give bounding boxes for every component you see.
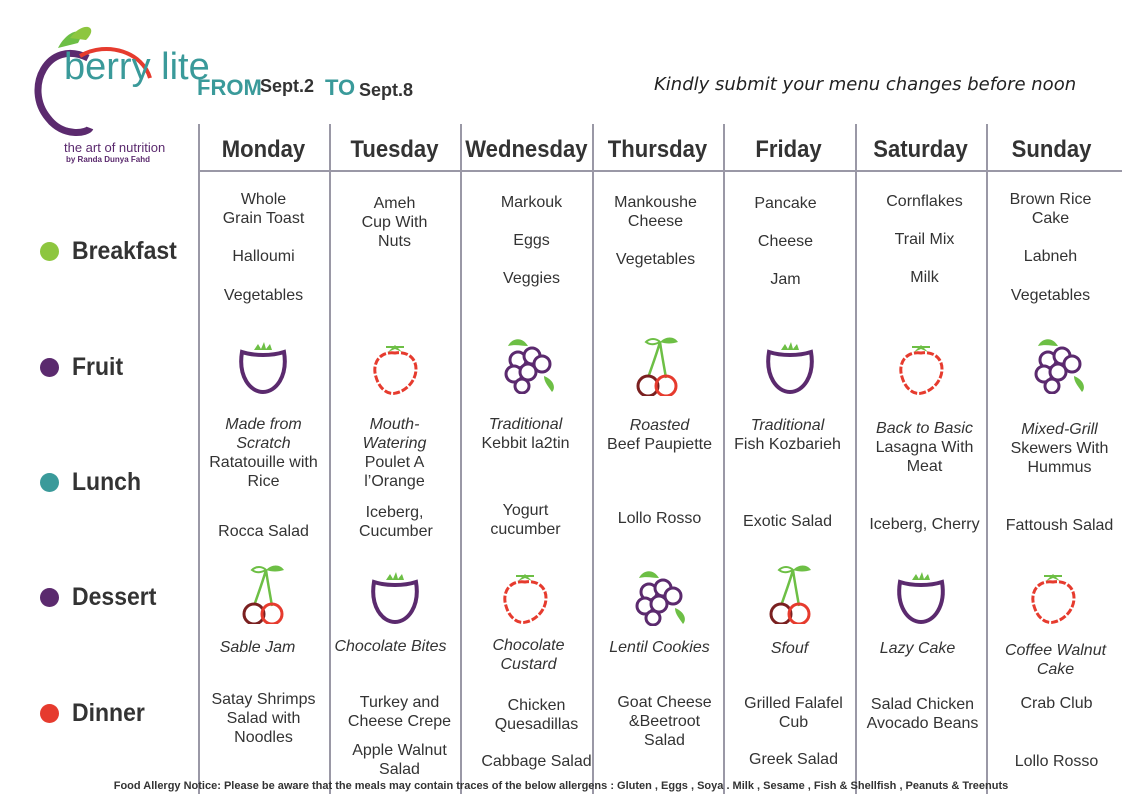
to-label: TO: [325, 75, 356, 100]
dinner-dish: Turkey and Cheese Crepe: [347, 694, 452, 730]
from-date: Sept.2: [260, 76, 315, 96]
dessert-thursday: Lentil Cookies: [609, 639, 710, 656]
menu-item: Ameh Cup With Nuts: [361, 195, 428, 250]
cherry-icon: [624, 336, 694, 396]
breakfast-cell-wednesday: [466, 193, 597, 288]
dessert-tuesday: Chocolate Bites: [334, 638, 447, 655]
dinner-cell-monday: [198, 690, 329, 747]
lunch-side: Lollo Rosso: [617, 510, 702, 527]
meal-label-dinner: Dinner: [40, 699, 151, 728]
fruit-dot: [40, 358, 59, 377]
lunch-side: Fattoush Salad: [1005, 517, 1114, 534]
lunch-cell-monday: [198, 415, 329, 541]
dessert-saturday: Lazy Cake: [879, 640, 956, 657]
breakfast-cell-saturday: [859, 192, 990, 287]
allergy-notice: Food Allergy Notice: Please be aware that the meals may contain traces of the below allergens : Gluten , Eggs , Soya . Milk , Sesame , Fish & Shellfish , Peanuts & Treenuts: [113, 780, 1009, 792]
day-header-tuesday: Tuesday: [350, 136, 439, 163]
dinner-side: Apple Walnut Salad: [352, 742, 447, 778]
to-date: Sept.8: [359, 80, 414, 100]
submit-notice: Kindly submit your menu changes before noon: [654, 74, 1077, 95]
dinner-cell-tuesday: [334, 693, 465, 779]
menu-item: Cornflakes: [886, 193, 963, 210]
dinner-dish: Salad Chicken Avocado Beans: [866, 696, 979, 732]
menu-item: Halloumi: [232, 248, 295, 265]
dinner-dish: Crab Club: [1020, 695, 1093, 712]
lunch-tagline: Back to Basic: [876, 420, 973, 437]
lunch-dish: Poulet A l’Orange: [364, 454, 425, 490]
menu-item: Jam: [770, 271, 801, 288]
dinner-dot: [40, 704, 59, 723]
dinner-cell-sunday: [991, 694, 1122, 771]
dinner-dish: Chicken Quesadillas: [494, 697, 579, 733]
blackberry-icon: [1022, 334, 1092, 394]
meal-label-breakfast: Breakfast: [40, 237, 186, 266]
lunch-cell-sunday: [994, 420, 1122, 535]
brand-byline: by Randa Dunya Fahd: [66, 155, 151, 164]
lunch-cell-friday: [722, 416, 853, 531]
lunch-side: Iceberg, Cucumber: [359, 504, 433, 540]
lunch-cell-saturday: [859, 419, 990, 534]
lunch-cell-wednesday: [460, 415, 591, 539]
lunch-cell-tuesday: [329, 415, 460, 541]
day-header-wednesday: Wednesday: [465, 136, 588, 163]
lunch-tagline: Roasted: [629, 417, 690, 434]
lunch-side: Rocca Salad: [218, 523, 309, 540]
lunch-tagline: Mouth-Watering: [362, 416, 427, 452]
dinner-cell-saturday: [857, 695, 988, 733]
meal-label-fruit: Fruit: [40, 353, 128, 382]
menu-item: Veggies: [503, 270, 560, 287]
fig-icon: [360, 566, 430, 626]
menu-item: Mankoushe Cheese: [614, 194, 697, 230]
menu-item: Labneh: [1023, 248, 1078, 265]
dinner-cell-thursday: [599, 693, 730, 750]
lunch-side: Exotic Salad: [743, 513, 832, 530]
breakfast-cell-friday: [720, 194, 851, 289]
dinner-side: Cabbage Salad: [481, 753, 592, 770]
menu-item: Pancake: [754, 195, 817, 212]
dinner-cell-wednesday: [471, 696, 602, 771]
menu-item: Whole Grain Toast: [222, 191, 305, 227]
brand-name: berry lite: [64, 46, 210, 88]
lunch-dish: Ratatouille with Rice: [209, 454, 318, 490]
raspberry-icon: [886, 337, 956, 397]
dinner-side: Lollo Rosso: [1014, 753, 1099, 770]
menu-item: Eggs: [513, 232, 550, 249]
dessert-monday: Sable Jam: [219, 639, 296, 656]
lunch-dish: Lasagna With Meat: [875, 439, 974, 475]
menu-item: Brown Rice Cake: [1009, 191, 1092, 227]
lunch-side: Iceberg, Cherry: [869, 516, 980, 533]
dinner-dish: Grilled Falafel Cub: [744, 695, 843, 731]
lunch-tagline: Made from Scratch: [225, 416, 302, 452]
lunch-side: Yogurt cucumber: [490, 502, 561, 538]
breakfast-cell-sunday: [985, 190, 1116, 305]
raspberry-icon: [1018, 566, 1088, 626]
meal-label-dessert: Dessert: [40, 583, 164, 612]
lunch-tagline: Mixed-Grill: [1021, 421, 1098, 438]
breakfast-dot: [40, 242, 59, 261]
menu-item: Milk: [910, 269, 939, 286]
blackberry-icon: [623, 566, 693, 626]
dinner-cell-friday: [728, 694, 859, 769]
dinner-dish: Goat Cheese &Beetroot Salad: [617, 694, 712, 749]
day-header-friday: Friday: [755, 136, 822, 163]
lunch-cell-thursday: [594, 416, 725, 528]
dessert-wednesday: Chocolate Custard: [492, 637, 565, 673]
fig-icon: [886, 566, 956, 626]
fig-icon: [228, 336, 298, 396]
dessert-sunday: Coffee Walnut Cake: [1004, 642, 1107, 678]
raspberry-icon: [490, 566, 560, 626]
lunch-dish: Skewers With Hummus: [1010, 440, 1109, 476]
raspberry-icon: [360, 337, 430, 397]
menu-item: Vegetables: [223, 287, 304, 304]
cherry-icon: [230, 564, 300, 624]
fig-icon: [755, 336, 825, 396]
lunch-dot: [40, 473, 59, 492]
from-label: FROM: [197, 75, 262, 100]
menu-item: Cheese: [757, 233, 814, 250]
menu-item: Markouk: [500, 194, 563, 211]
lunch-dish: Fish Kozbarieh: [734, 436, 841, 453]
cherry-icon: [757, 564, 827, 624]
lunch-tagline: Traditional: [488, 416, 563, 433]
dessert-friday: Sfouf: [770, 640, 809, 657]
blackberry-icon: [492, 334, 562, 394]
day-header-monday: Monday: [221, 136, 306, 163]
brand-tagline: the art of nutrition: [64, 140, 166, 155]
dinner-dish: Satay Shrimps Salad with Noodles: [211, 691, 316, 746]
lunch-tagline: Traditional: [750, 417, 825, 434]
breakfast-cell-monday: [198, 190, 329, 305]
meal-label-lunch: Lunch: [40, 468, 147, 497]
menu-item: Vegetables: [1010, 287, 1091, 304]
menu-item: Trail Mix: [894, 231, 955, 248]
day-header-thursday: Thursday: [607, 136, 708, 163]
lunch-dish: Beef Paupiette: [607, 436, 712, 453]
lunch-dish: Kebbit la2tin: [481, 435, 570, 452]
breakfast-cell-thursday: [590, 193, 721, 269]
header-divider: [198, 170, 1122, 172]
breakfast-cell-tuesday: [329, 194, 460, 251]
menu-item: Vegetables: [615, 251, 696, 268]
dessert-dot: [40, 588, 59, 607]
day-header-sunday: Sunday: [1011, 136, 1092, 163]
dinner-side: Greek Salad: [749, 751, 838, 768]
day-header-saturday: Saturday: [873, 136, 968, 163]
